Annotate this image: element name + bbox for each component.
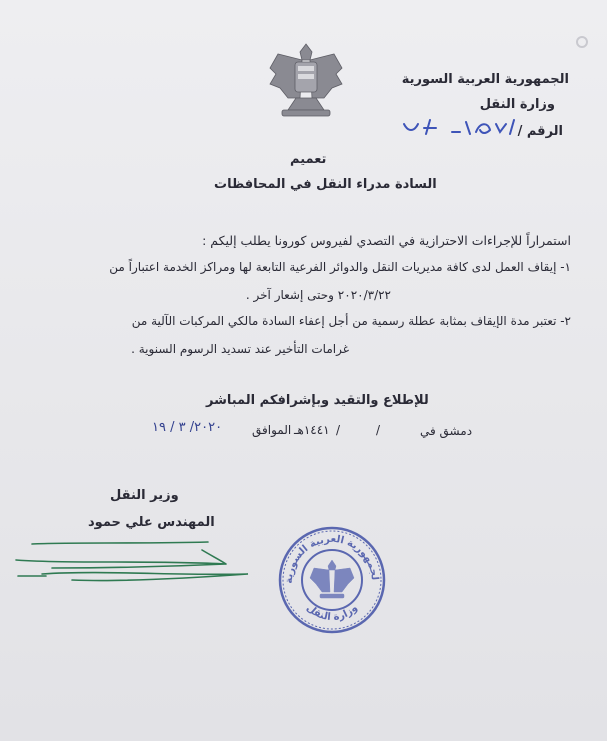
date-agreed-label: الموافق	[252, 423, 292, 437]
closing-line: للإطلاع والتقيد وبإشرافكم المباشر	[206, 393, 429, 408]
handwritten-signature	[12, 530, 262, 590]
intro-paragraph: استمراراً للإجراءات الاحترازية في التصدي لفيروس كورونا يطلب إليكم :	[202, 233, 571, 248]
reference-number-label: الرقم /	[517, 124, 563, 139]
date-slash-1: /	[376, 423, 381, 437]
stamp-bottom-text: وزارة النقل	[304, 602, 360, 624]
signatory-title: وزير النقل	[110, 488, 179, 503]
handwritten-reference-number	[396, 112, 526, 142]
date-gregorian: ٢٠٢٠/ ٣ / ١٩	[152, 420, 223, 435]
svg-text:وزارة النقل	[304, 603, 360, 623]
item-1-line-2: ٢٠٢٠/٣/٢٢ وحتى إشعار آخر .	[245, 288, 391, 302]
date-hijri-year: ١٤٤١هـ	[294, 423, 330, 437]
stamp-top-text: لجمهورية العربية السورية	[283, 533, 380, 584]
syrian-eagle-emblem	[266, 40, 346, 118]
hole-punch-mark	[576, 36, 588, 48]
item-2-line-2: غرامات التأخير عند تسديد الرسوم السنوية .	[131, 342, 349, 356]
ministry-round-stamp	[276, 524, 388, 636]
date-place: دمشق في	[420, 424, 473, 438]
circular-title: تعميم	[290, 152, 327, 167]
date-slash-2: /	[336, 423, 341, 437]
header-republic: الجمهورية العربية السورية	[401, 72, 569, 87]
addressee-line: السادة مدراء النقل في المحافظات	[214, 177, 437, 192]
header-ministry: وزارة النقل	[479, 97, 555, 112]
signatory-name: المهندس علي حمود	[88, 515, 215, 530]
item-2-line-1: ٢- تعتبر مدة الإيقاف بمثابة عطلة رسمية من أجل إعفاء السادة مالكي المركبات الآلية من	[131, 314, 571, 328]
item-1-line-1: ١- إيقاف العمل لدى كافة مديريات النقل والدوائر الفرعية التابعة لها ومراكز الخدمة اعتباراً من	[109, 260, 571, 274]
